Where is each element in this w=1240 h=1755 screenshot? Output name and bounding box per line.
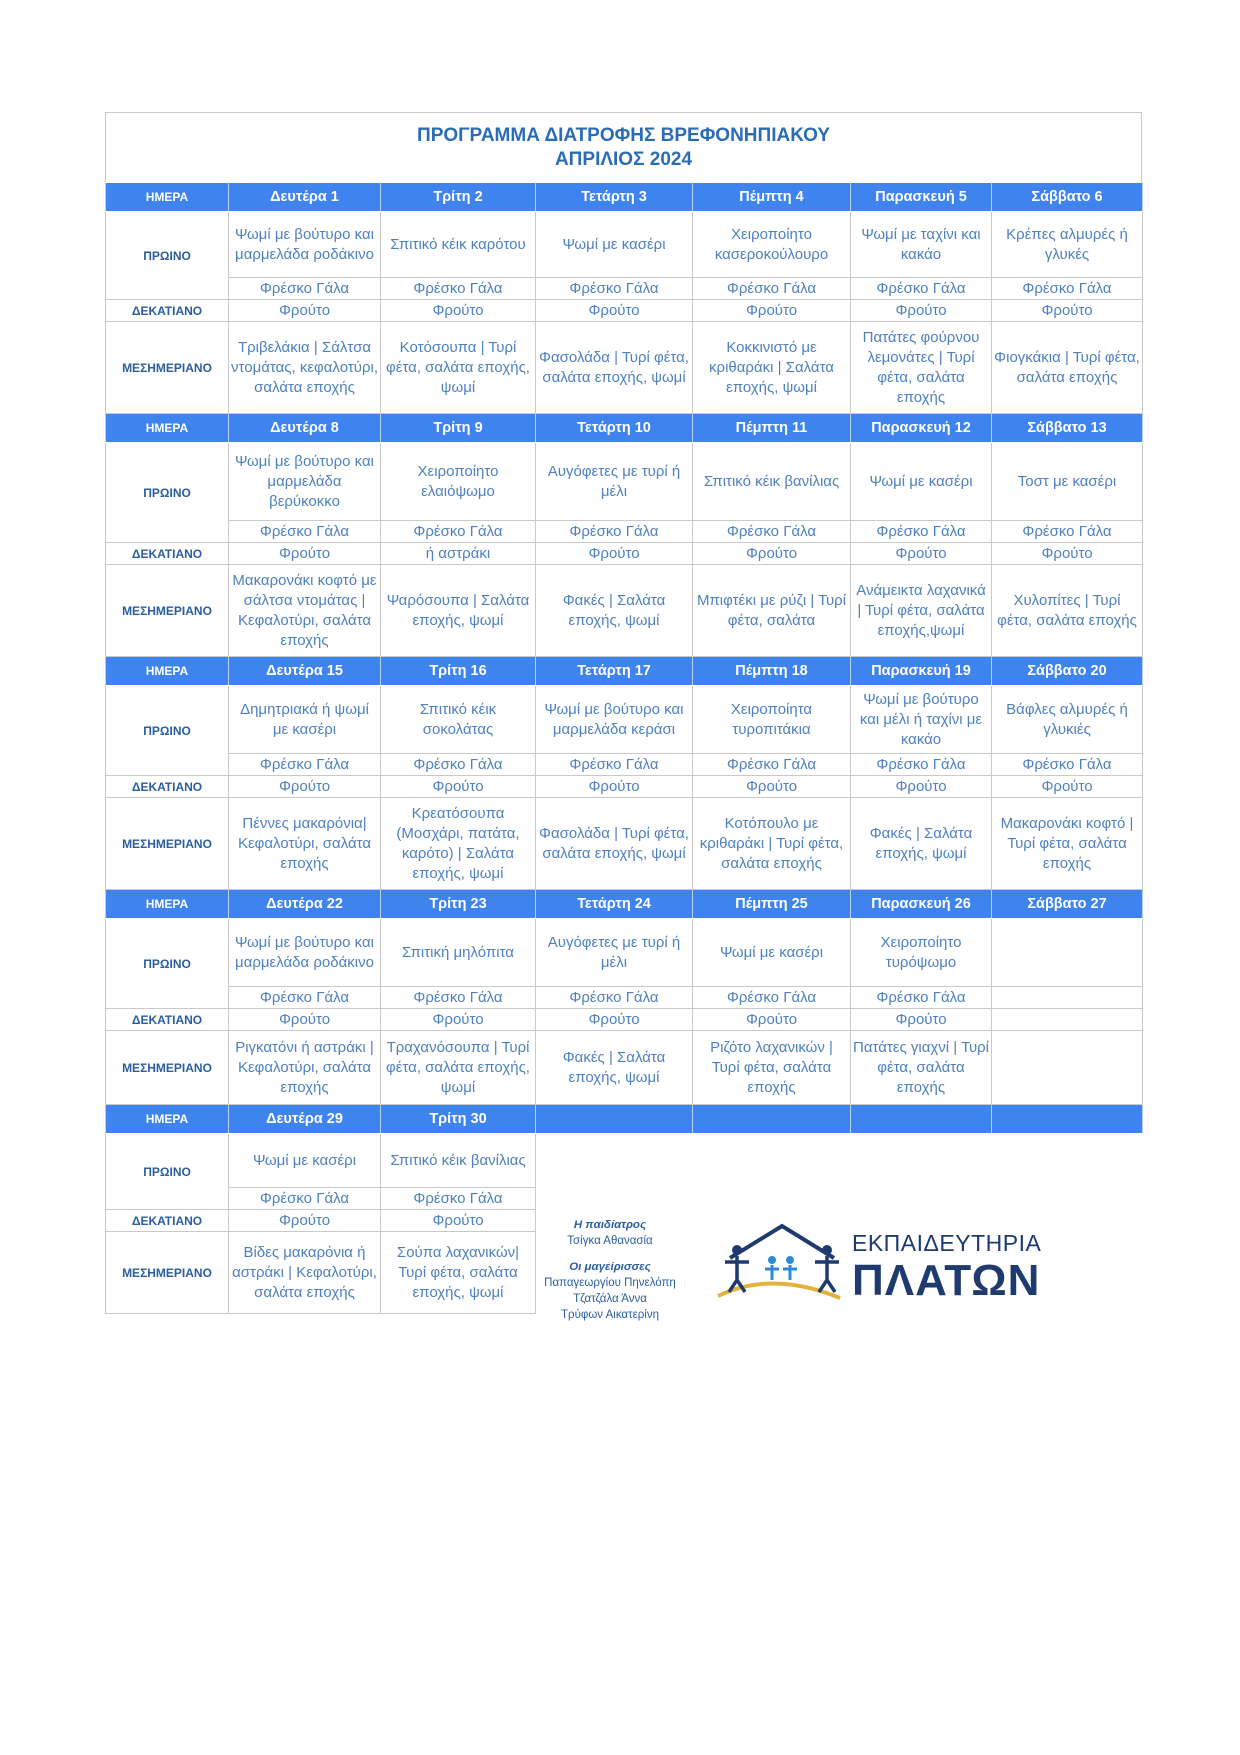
milk-cell: Φρέσκο Γάλα: [381, 754, 536, 776]
breakfast-label: ΠΡΩΙΝΟ: [106, 686, 229, 776]
day-header-cell: Δευτέρα 22: [229, 890, 381, 919]
milk-cell: Φρέσκο Γάλα: [381, 987, 536, 1009]
day-row-label: ΗΜΕΡΑ: [106, 890, 229, 919]
breakfast-label: ΠΡΩΙΝΟ: [106, 443, 229, 543]
day-header-cell: Δευτέρα 8: [229, 414, 381, 443]
cook-name: Παπαγεωργίου Πηνελόπη: [544, 1277, 676, 1289]
breakfast-cell: Ψωμί με κασέρι: [229, 1134, 381, 1188]
cook-name: Τρύφων Αικατερίνη: [561, 1309, 659, 1321]
milk-cell: Φρέσκο Γάλα: [536, 521, 693, 543]
milk-cell: Φρέσκο Γάλα: [229, 521, 381, 543]
day-header-cell: Παρασκευή 5: [851, 183, 992, 212]
day-header-cell: Τρίτη 2: [381, 183, 536, 212]
snack-cell: ή αστράκι: [381, 543, 536, 565]
snack-cell: Φρούτο: [381, 1210, 536, 1232]
title-line-2: ΑΠΡΙΛΙΟΣ 2024: [554, 148, 693, 170]
milk-cell: Φρέσκο Γάλα: [851, 521, 992, 543]
lunch-label: ΜΕΣΗΜΕΡΙΑΝΟ: [106, 565, 229, 657]
day-header-row: [106, 183, 1143, 212]
snack-label: ΔΕΚΑΤΙΑΝΟ: [106, 776, 229, 798]
milk-cell: Φρέσκο Γάλα: [693, 754, 851, 776]
lunch-cell: Κοτόσουπα | Τυρί φέτα, σαλάτα εποχής, ψωμί: [381, 322, 536, 414]
day-row-label: ΗΜΕΡΑ: [106, 657, 229, 686]
day-header-cell: Σάββατο 27: [992, 890, 1143, 919]
lunch-cell: Πέννες μακαρόνια| Κεφαλοτύρι, σαλάτα εποχής: [229, 798, 381, 890]
lunch-row: [106, 1031, 1143, 1105]
snack-cell: Φρούτο: [536, 300, 693, 322]
breakfast-cell: Σπιτικό κέικ σοκολάτας: [381, 686, 536, 754]
day-header-cell: Τετάρτη 17: [536, 657, 693, 686]
lunch-cell: Κοκκινιστό με κριθαράκι | Σαλάτα εποχής, ψωμί: [693, 322, 851, 414]
snack-cell: Φρούτο: [693, 300, 851, 322]
lunch-cell: [992, 1031, 1143, 1105]
breakfast-cell: Τοστ με κασέρι: [992, 443, 1143, 521]
day-header-cell: Τρίτη 16: [381, 657, 536, 686]
day-header-cell: Παρασκευή 12: [851, 414, 992, 443]
lunch-cell: Φακές | Σαλάτα εποχής, ψωμί: [851, 798, 992, 890]
milk-row: [106, 521, 1143, 543]
lunch-cell: Κοτόπουλο με κριθαράκι | Τυρί φέτα, σαλάτα εποχής: [693, 798, 851, 890]
lunch-cell: Σούπα λαχανικών| Τυρί φέτα, σαλάτα εποχής, ψωμί: [381, 1232, 536, 1314]
breakfast-cell: Ψωμί με κασέρι: [536, 212, 693, 278]
lunch-cell: Μακαρονάκι κοφτό με σάλτσα ντομάτας | Κεφαλοτύρι, σαλάτα εποχής: [229, 565, 381, 657]
breakfast-cell: Ψωμί με βούτυρο και μέλι ή ταχίνι με κακάο: [851, 686, 992, 754]
snack-cell: Φρούτο: [381, 1009, 536, 1031]
breakfast-cell: Χειροποίητο τυρόψωμο: [851, 919, 992, 987]
pediatrician-name: Τσίγκα Αθανασία: [567, 1235, 653, 1247]
milk-cell: Φρέσκο Γάλα: [381, 521, 536, 543]
milk-row: [106, 987, 1143, 1009]
breakfast-cell: Βάφλες αλμυρές ή γλυκιές: [992, 686, 1143, 754]
lunch-cell: Ανάμεικτα λαχανικά | Τυρί φέτα, σαλάτα εποχής,ψωμί: [851, 565, 992, 657]
lunch-cell: Πατάτες γιαχνί | Τυρί φέτα, σαλάτα εποχής: [851, 1031, 992, 1105]
milk-cell: Φρέσκο Γάλα: [536, 278, 693, 300]
milk-cell: Φρέσκο Γάλα: [536, 754, 693, 776]
day-header-cell: [851, 1105, 992, 1134]
day-header-row: [106, 890, 1143, 919]
milk-cell: Φρέσκο Γάλα: [229, 278, 381, 300]
lunch-cell: Ψαρόσουπα | Σαλάτα εποχής, ψωμί: [381, 565, 536, 657]
menu-document: [105, 112, 1142, 1314]
lunch-label: ΜΕΣΗΜΕΡΙΑΝΟ: [106, 1031, 229, 1105]
breakfast-label: ΠΡΩΙΝΟ: [106, 1134, 229, 1210]
lunch-cell: Φιογκάκια | Τυρί φέτα, σαλάτα εποχής: [992, 322, 1143, 414]
snack-cell: Φρούτο: [229, 543, 381, 565]
day-header-cell: Πέμπτη 25: [693, 890, 851, 919]
meal-schedule-table: [105, 182, 1143, 1314]
breakfast-cell: Σπιτικό κέικ βανίλιας: [693, 443, 851, 521]
milk-row: [106, 278, 1143, 300]
day-header-cell: Σάββατο 13: [992, 414, 1143, 443]
school-logo: [712, 1218, 1042, 1318]
house-family-icon: [712, 1218, 852, 1318]
breakfast-cell: Ψωμί με βούτυρο και μαρμελάδα ροδάκινο: [229, 919, 381, 987]
cook-name: Τζατζάλα Άννα: [573, 1293, 647, 1305]
snack-label: ΔΕΚΑΤΙΑΝΟ: [106, 543, 229, 565]
lunch-cell: Χυλοπίτες | Τυρί φέτα, σαλάτα εποχής: [992, 565, 1143, 657]
lunch-row: [106, 798, 1143, 890]
breakfast-row: [106, 686, 1143, 754]
day-header-cell: Τετάρτη 3: [536, 183, 693, 212]
lunch-cell: Μπιφτέκι με ρύζι | Τυρί φέτα, σαλάτα: [693, 565, 851, 657]
snack-cell: Φρούτο: [693, 543, 851, 565]
title-box: [105, 112, 1142, 182]
milk-cell: Φρέσκο Γάλα: [851, 987, 992, 1009]
signatures-block: [530, 1217, 690, 1323]
breakfast-cell: Αυγόφετες με τυρί ή μέλι: [536, 919, 693, 987]
milk-cell: Φρέσκο Γάλα: [992, 278, 1143, 300]
breakfast-row: [106, 443, 1143, 521]
milk-cell: [992, 987, 1143, 1009]
lunch-cell: Φακές | Σαλάτα εποχής, ψωμί: [536, 565, 693, 657]
day-header-cell: Παρασκευή 19: [851, 657, 992, 686]
milk-cell: Φρέσκο Γάλα: [693, 278, 851, 300]
snack-label: ΔΕΚΑΤΙΑΝΟ: [106, 300, 229, 322]
day-header-cell: [992, 1105, 1143, 1134]
breakfast-label: ΠΡΩΙΝΟ: [106, 919, 229, 1009]
milk-cell: Φρέσκο Γάλα: [693, 987, 851, 1009]
lunch-cell: Φασολάδα | Τυρί φέτα, σαλάτα εποχής, ψωμί: [536, 322, 693, 414]
snack-cell: Φρούτο: [536, 1009, 693, 1031]
breakfast-cell: Δημητριακά ή ψωμί με κασέρι: [229, 686, 381, 754]
milk-cell: Φρέσκο Γάλα: [229, 1188, 381, 1210]
milk-cell: Φρέσκο Γάλα: [381, 1188, 536, 1210]
day-header-cell: Πέμπτη 11: [693, 414, 851, 443]
day-header-cell: Τρίτη 23: [381, 890, 536, 919]
breakfast-row: [106, 1134, 1143, 1188]
lunch-cell: Φακές | Σαλάτα εποχής, ψωμί: [536, 1031, 693, 1105]
day-header-cell: Δευτέρα 29: [229, 1105, 381, 1134]
day-header-row: [106, 414, 1143, 443]
snack-cell: Φρούτο: [693, 776, 851, 798]
breakfast-cell: Ψωμί με βούτυρο και μαρμελάδα βερύκοκκο: [229, 443, 381, 521]
logo-text-line-2: ΠΛΑΤΩΝ: [852, 1256, 1041, 1305]
breakfast-cell: Σπιτικό κέικ βανίλιας: [381, 1134, 536, 1188]
day-header-cell: Δευτέρα 1: [229, 183, 381, 212]
day-header-cell: Τρίτη 9: [381, 414, 536, 443]
milk-cell: Φρέσκο Γάλα: [229, 754, 381, 776]
day-header-cell: Παρασκευή 26: [851, 890, 992, 919]
day-header-cell: Σάββατο 20: [992, 657, 1143, 686]
lunch-row: [106, 322, 1143, 414]
snack-row: [106, 776, 1143, 798]
lunch-cell: Ριγκατόνι ή αστράκι | Κεφαλοτύρι, σαλάτα εποχής: [229, 1031, 381, 1105]
lunch-cell: Βίδες μακαρόνια ή αστράκι | Κεφαλοτύρι, σαλάτα εποχής: [229, 1232, 381, 1314]
lunch-label: ΜΕΣΗΜΕΡΙΑΝΟ: [106, 322, 229, 414]
snack-cell: Φρούτο: [992, 543, 1143, 565]
snack-row: [106, 300, 1143, 322]
lunch-row: [106, 565, 1143, 657]
day-header-cell: Τετάρτη 10: [536, 414, 693, 443]
snack-cell: Φρούτο: [693, 1009, 851, 1031]
milk-cell: Φρέσκο Γάλα: [992, 521, 1143, 543]
breakfast-cell: Αυγόφετες με τυρί ή μέλι: [536, 443, 693, 521]
breakfast-cell: Χειροποίητο κασεροκούλουρο: [693, 212, 851, 278]
cooks-role: Οι μαγείρισσες: [569, 1261, 651, 1273]
logo-text-line-1: ΕΚΠΑΙΔΕΥΤΗΡΙΑ: [852, 1230, 1042, 1256]
milk-cell: Φρέσκο Γάλα: [536, 987, 693, 1009]
day-header-cell: Σάββατο 6: [992, 183, 1143, 212]
breakfast-cell: Ψωμί με βούτυρο και μαρμελάδα ροδάκινο: [229, 212, 381, 278]
breakfast-label: ΠΡΩΙΝΟ: [106, 212, 229, 300]
snack-cell: Φρούτο: [851, 300, 992, 322]
day-row-label: ΗΜΕΡΑ: [106, 414, 229, 443]
breakfast-cell: Ψωμί με κασέρι: [851, 443, 992, 521]
milk-row: [106, 754, 1143, 776]
snack-cell: Φρούτο: [851, 1009, 992, 1031]
snack-cell: Φρούτο: [229, 300, 381, 322]
day-header-row: [106, 657, 1143, 686]
snack-cell: [992, 1009, 1143, 1031]
pediatrician-role: Η παιδίατρος: [573, 1219, 647, 1231]
milk-cell: Φρέσκο Γάλα: [992, 754, 1143, 776]
snack-cell: Φρούτο: [536, 776, 693, 798]
snack-cell: Φρούτο: [851, 776, 992, 798]
lunch-cell: Φασολάδα | Τυρί φέτα, σαλάτα εποχής, ψωμί: [536, 798, 693, 890]
breakfast-cell: [992, 919, 1143, 987]
snack-cell: Φρούτο: [992, 300, 1143, 322]
title-line-1: ΠΡΟΓΡΑΜΜΑ ΔΙΑΤΡΟΦΗΣ ΒΡΕΦΟΝΗΠΙΑΚΟΥ: [416, 124, 831, 146]
lunch-cell: Πατάτες φούρνου λεμονάτες | Τυρί φέτα, σαλάτα εποχής: [851, 322, 992, 414]
snack-cell: Φρούτο: [229, 1009, 381, 1031]
day-header-cell: Δευτέρα 15: [229, 657, 381, 686]
day-header-cell: Τρίτη 30: [381, 1105, 536, 1134]
lunch-cell: Ριζότο λαχανικών | Τυρί φέτα, σαλάτα εποχής: [693, 1031, 851, 1105]
breakfast-cell: Ψωμί με κασέρι: [693, 919, 851, 987]
lunch-cell: Τραχανόσουπα | Τυρί φέτα, σαλάτα εποχής, ψωμί: [381, 1031, 536, 1105]
milk-cell: Φρέσκο Γάλα: [381, 278, 536, 300]
snack-cell: Φρούτο: [229, 1210, 381, 1232]
day-header-cell: Τετάρτη 24: [536, 890, 693, 919]
snack-cell: Φρούτο: [229, 776, 381, 798]
snack-cell: Φρούτο: [536, 543, 693, 565]
snack-label: ΔΕΚΑΤΙΑΝΟ: [106, 1210, 229, 1232]
snack-cell: Φρούτο: [381, 776, 536, 798]
breakfast-row: [106, 919, 1143, 987]
lunch-label: ΜΕΣΗΜΕΡΙΑΝΟ: [106, 1232, 229, 1314]
milk-cell: Φρέσκο Γάλα: [851, 278, 992, 300]
lunch-cell: Κρεατόσουπα (Μοσχάρι, πατάτα, καρότο) | Σαλάτα εποχής, ψωμί: [381, 798, 536, 890]
snack-cell: Φρούτο: [992, 776, 1143, 798]
day-header-cell: Πέμπτη 4: [693, 183, 851, 212]
breakfast-cell: Ψωμί με βούτυρο και μαρμελάδα κεράσι: [536, 686, 693, 754]
milk-cell: Φρέσκο Γάλα: [851, 754, 992, 776]
breakfast-row: [106, 212, 1143, 278]
snack-label: ΔΕΚΑΤΙΑΝΟ: [106, 1009, 229, 1031]
snack-cell: Φρούτο: [381, 300, 536, 322]
milk-cell: Φρέσκο Γάλα: [693, 521, 851, 543]
breakfast-cell: Χειροποίητα τυροπιτάκια: [693, 686, 851, 754]
milk-cell: Φρέσκο Γάλα: [229, 987, 381, 1009]
day-row-label: ΗΜΕΡΑ: [106, 183, 229, 212]
lunch-label: ΜΕΣΗΜΕΡΙΑΝΟ: [106, 798, 229, 890]
day-row-label: ΗΜΕΡΑ: [106, 1105, 229, 1134]
snack-cell: Φρούτο: [851, 543, 992, 565]
lunch-cell: Τριβελάκια | Σάλτσα ντομάτας, κεφαλοτύρι, σαλάτα εποχής: [229, 322, 381, 414]
day-header-row: [106, 1105, 1143, 1134]
day-header-cell: [693, 1105, 851, 1134]
breakfast-cell: Χειροποίητο ελαιόψωμο: [381, 443, 536, 521]
day-header-cell: Πέμπτη 18: [693, 657, 851, 686]
breakfast-cell: Σπιτικό κέικ καρότου: [381, 212, 536, 278]
breakfast-cell: Κρέπες αλμυρές ή γλυκές: [992, 212, 1143, 278]
day-header-cell: [536, 1105, 693, 1134]
breakfast-cell: Σπιτική μηλόπιτα: [381, 919, 536, 987]
snack-row: [106, 543, 1143, 565]
snack-row: [106, 1009, 1143, 1031]
breakfast-cell: Ψωμί με ταχίνι και κακάο: [851, 212, 992, 278]
lunch-cell: Μακαρονάκι κοφτό | Τυρί φέτα, σαλάτα εποχής: [992, 798, 1143, 890]
